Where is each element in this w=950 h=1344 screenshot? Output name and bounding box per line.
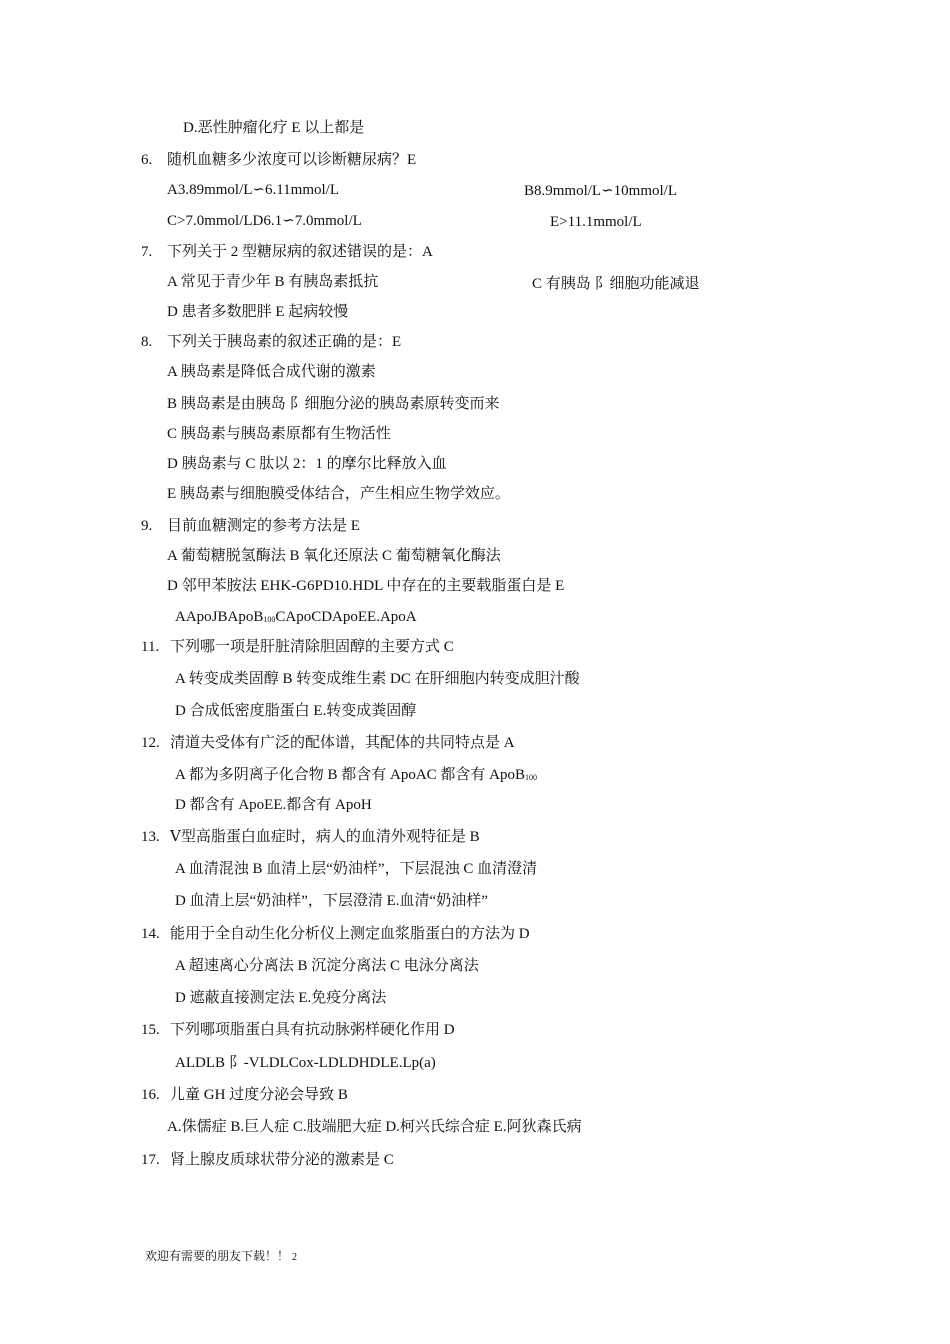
question-number: 7. [141, 244, 153, 260]
option-line: D 都含有 ApoEE.都含有 ApoH [175, 797, 372, 813]
option-line [175, 765, 537, 787]
page-footer [145, 1248, 297, 1266]
question-number: 6. [141, 152, 153, 168]
question-number: 13. [141, 829, 160, 845]
option-line [175, 607, 417, 629]
option-line: D 合成低密度脂蛋白 E.转变成粪固醇 [175, 703, 417, 719]
question-number: 11. [141, 639, 160, 655]
option-line: C>7.0mmol/LD6.1∽7.0mmol/L [167, 213, 362, 229]
subscript: 100 [263, 615, 276, 624]
option-line: A 血清混浊 B 血清上层“奶油样”，下层混浊 C 血清澄清 [175, 861, 538, 877]
option-line: C 胰岛素与胰岛素原都有生物活性 [167, 426, 391, 442]
footer-text: 欢迎有需要的朋友下载！！ [145, 1249, 290, 1263]
option-line: D 邻甲苯胺法 EHK-G6PD10.HDL 中存在的主要载脂蛋白是 E [167, 578, 565, 594]
option-line: D 遮蔽直接测定法 E.免疫分离法 [175, 990, 387, 1006]
option-text: CApoCDApoEE.ApoA [275, 609, 417, 625]
question-number: 12. [141, 735, 160, 751]
option-text: AApoJBApoB [175, 609, 264, 625]
question-number: 17. [141, 1152, 160, 1168]
question-text: 能用于全自动生化分析仪上测定血浆脂蛋白的方法为 D [170, 926, 530, 942]
option-line: A 葡萄糖脱氢酶法 B 氧化还原法 C 葡萄糖氧化酶法 [167, 548, 501, 564]
question-number: 15. [141, 1022, 160, 1038]
question-number: 16. [141, 1087, 160, 1103]
option-line: ALDLB 阝-VLDLCox-LDLDHDLE.Lp(a) [175, 1055, 436, 1071]
option-line: D.恶性肿瘤化疗 E 以上都是 [183, 120, 365, 136]
option-line: A.侏儒症 B.巨人症 C.肢端肥大症 D.柯兴氏综合症 E.阿狄森氏病 [167, 1119, 582, 1135]
question-text: 肾上腺皮质球状带分泌的激素是 C [170, 1152, 394, 1168]
option-line: B 胰岛素是由胰岛 阝细胞分泌的胰岛素原转变而来 [167, 396, 500, 412]
subscript: 100 [525, 773, 538, 782]
option-text: A 都为多阴离子化合物 B 都含有 ApoAC 都含有 ApoB [175, 767, 526, 783]
option-line: A3.89mmol/L∽6.11mmol/L [167, 182, 340, 198]
question-text: 目前血糖测定的参考方法是 E [167, 518, 360, 534]
option-line: B8.9mmol/L∽10mmol/L [524, 183, 677, 199]
option-line: A 超速离心分离法 B 沉淀分离法 C 电泳分离法 [175, 958, 479, 974]
option-line: E 胰岛素与细胞膜受体结合，产生相应生物学效应。 [167, 486, 510, 502]
page-number: 2 [292, 1252, 298, 1263]
question-text: 下列关于 2 型糖尿病的叙述错误的是：A [167, 244, 433, 260]
question-number: 8. [141, 334, 153, 350]
option-line: E>11.1mmol/L [550, 214, 642, 230]
question-text: 清道夫受体有广泛的配体谱，其配体的共同特点是 A [170, 735, 515, 751]
option-line: A 转变成类固醇 B 转变成维生素 DC 在肝细胞内转变成胆汁酸 [175, 671, 580, 687]
question-number: 9. [141, 518, 153, 534]
option-line: C 有胰岛 阝细胞功能减退 [532, 276, 700, 292]
option-line: A 常见于青少年 B 有胰岛素抵抗 [167, 274, 379, 290]
question-number: 14. [141, 926, 160, 942]
question-text: 下列关于胰岛素的叙述正确的是：E [167, 334, 402, 350]
question-text: Ⅴ型高脂蛋白血症时，病人的血清外观特征是 B [170, 829, 480, 845]
option-line: A 胰岛素是降低合成代谢的激素 [167, 364, 376, 380]
question-text: 下列哪一项是肝脏清除胆固醇的主要方式 C [170, 639, 454, 655]
option-line: D 患者多数肥胖 E 起病较慢 [167, 304, 349, 320]
question-text: 随机血糖多少浓度可以诊断糖尿病？E [167, 152, 417, 168]
option-line: D 血清上层“奶油样”，下层澄清 E.血清“奶油样” [175, 893, 488, 909]
question-text: 下列哪项脂蛋白具有抗动脉粥样硬化作用 D [170, 1022, 455, 1038]
question-text: 儿童 GH 过度分泌会导致 B [170, 1087, 348, 1103]
option-line: D 胰岛素与 C 肽以 2：1 的摩尔比释放入血 [167, 456, 447, 472]
